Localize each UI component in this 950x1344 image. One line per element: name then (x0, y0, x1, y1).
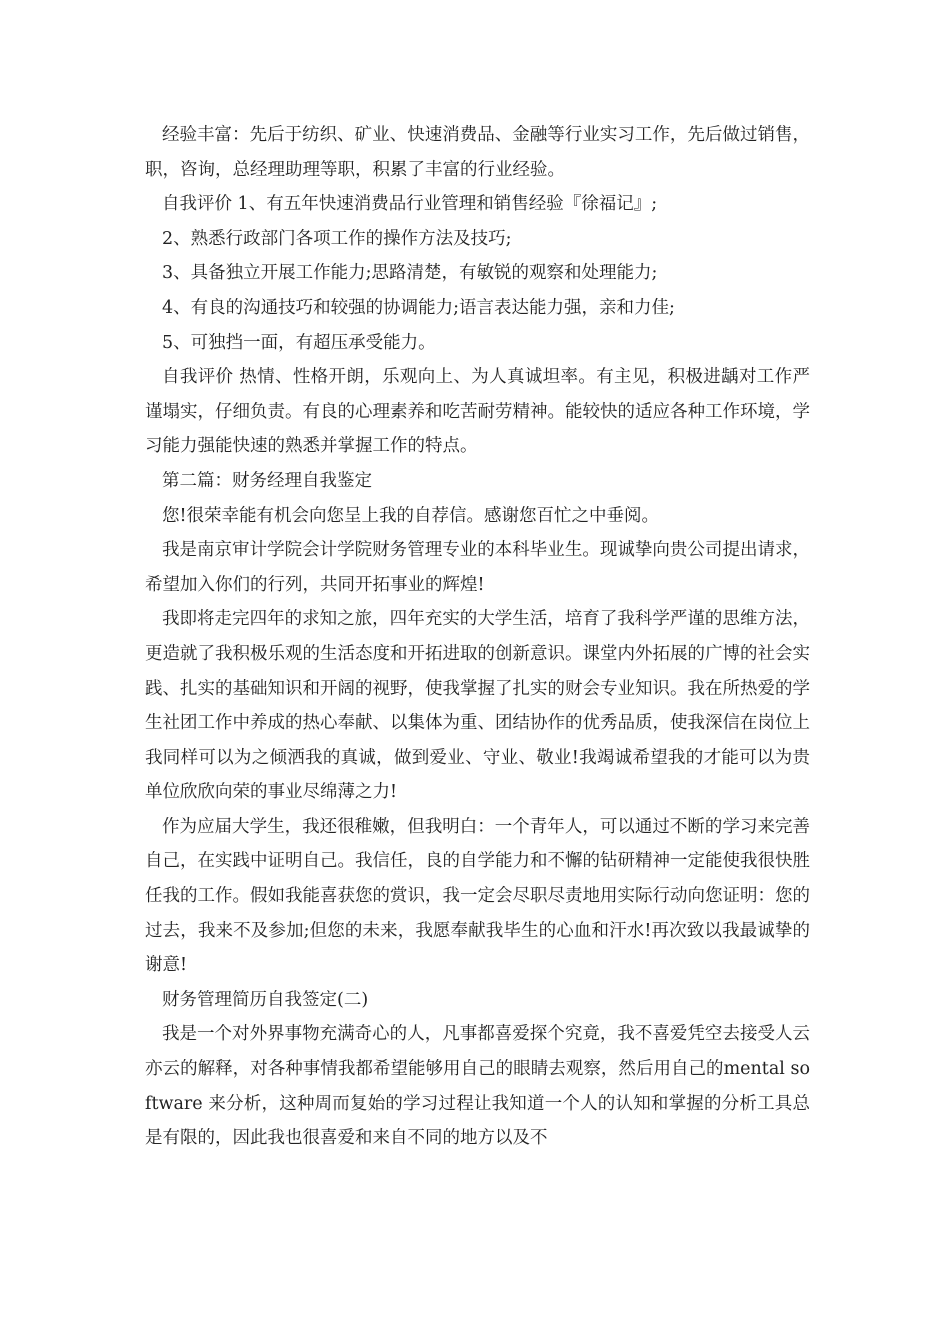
paragraph-self-eval-personality: 自我评价 热情、性格开朗，乐观向上、为人真诚坦率。有主见，积极进龋对工作严谨塌实，仔细负责。有良的心理素养和吃苦耐劳精神。能较快的适应各种工作环境，学习能力强能快速的熟悉并掌握工作的特点。 (145, 367, 810, 457)
paragraph-experience: 经验丰富：先后于纺织、矿业、快速消费品、金融等行业实习工作，先后做过销售，职，咨询，总经理助理等职，积累了丰富的行业经验。 (145, 125, 810, 180)
section-heading-part-two: 第二篇：财务经理自我鉴定 (162, 470, 372, 491)
paragraph-self-eval-3: 3、具备独立开展工作能力;思路清楚，有敏锐的观察和处理能力; (162, 263, 658, 284)
paragraph-introduction: 我是南京审计学院会计学院财务管理专业的本科毕业生。现诚挚向贵公司提出请求，希望加入你们的行列，共同开拓事业的辉煌! (145, 540, 810, 595)
paragraph-self-eval-1: 自我评价 1、有五年快速消费品行业管理和销售经验『徐福记』; (162, 194, 658, 215)
paragraph-self-eval-2: 2、熟悉行政部门各项工作的操作方法及技巧; (162, 228, 512, 249)
paragraph-greeting: 您!很荣幸能有机会向您呈上我的自荐信。感谢您百忙之中垂阅。 (162, 505, 660, 526)
paragraph-self-eval-4: 4、有良的沟通技巧和较强的协调能力;语言表达能力强，亲和力佳; (162, 297, 675, 318)
paragraph-graduate-outlook: 作为应届大学生，我还很稚嫩，但我明白：一个青年人，可以通过不断的学习来完善自己，在实践中证明自己。我信任，良的自学能力和不懈的钻研精神一定能使我很快胜任我的工作。假如我能喜获您的赏识，我一定会尽职尽责地用实际行动向您证明：您的过去，我来不及参加;但您的未来，我愿奉献我毕生的心血和汗水!再次致以我最诚挚的谢意! (145, 816, 810, 976)
paragraph-university-life: 我即将走完四年的求知之旅，四年充实的大学生活，培育了我科学严谨的思维方法，更造就了我积极乐观的生活态度和开拓进取的创新意识。课堂内外拓展的广博的社会实践、扎实的基础知识和开阔的视野，使我掌握了扎实的财会专业知识。我在所热爱的学生社团工作中养成的热心奉献、以集体为重、团结协作的优秀品质，使我深信在岗位上我同样可以为之倾洒我的真诚，做到爱业、守业、敬业!我竭诚希望我的才能可以为贵单位欣欣向荣的事业尽绵薄之力! (145, 609, 810, 803)
paragraph-curiosity: 我是一个对外界事物充满奇心的人，凡事都喜爱探个究竟，我不喜爱凭空去接受人云亦云的解释，对各种事情我都希望能够用自己的眼睛去观察，然后用自己的mental software 来分析，这种周而复始的学习过程让我知道一个人的认知和掌握的分析工具总是有限的，因此我也很喜爱和来自不同的地方以及不 (145, 1024, 810, 1149)
section-heading-resume-two: 财务管理简历自我签定(二) (162, 989, 369, 1010)
paragraph-self-eval-5: 5、可独挡一面，有超压承受能力。 (162, 332, 436, 353)
document-body (145, 118, 810, 1156)
